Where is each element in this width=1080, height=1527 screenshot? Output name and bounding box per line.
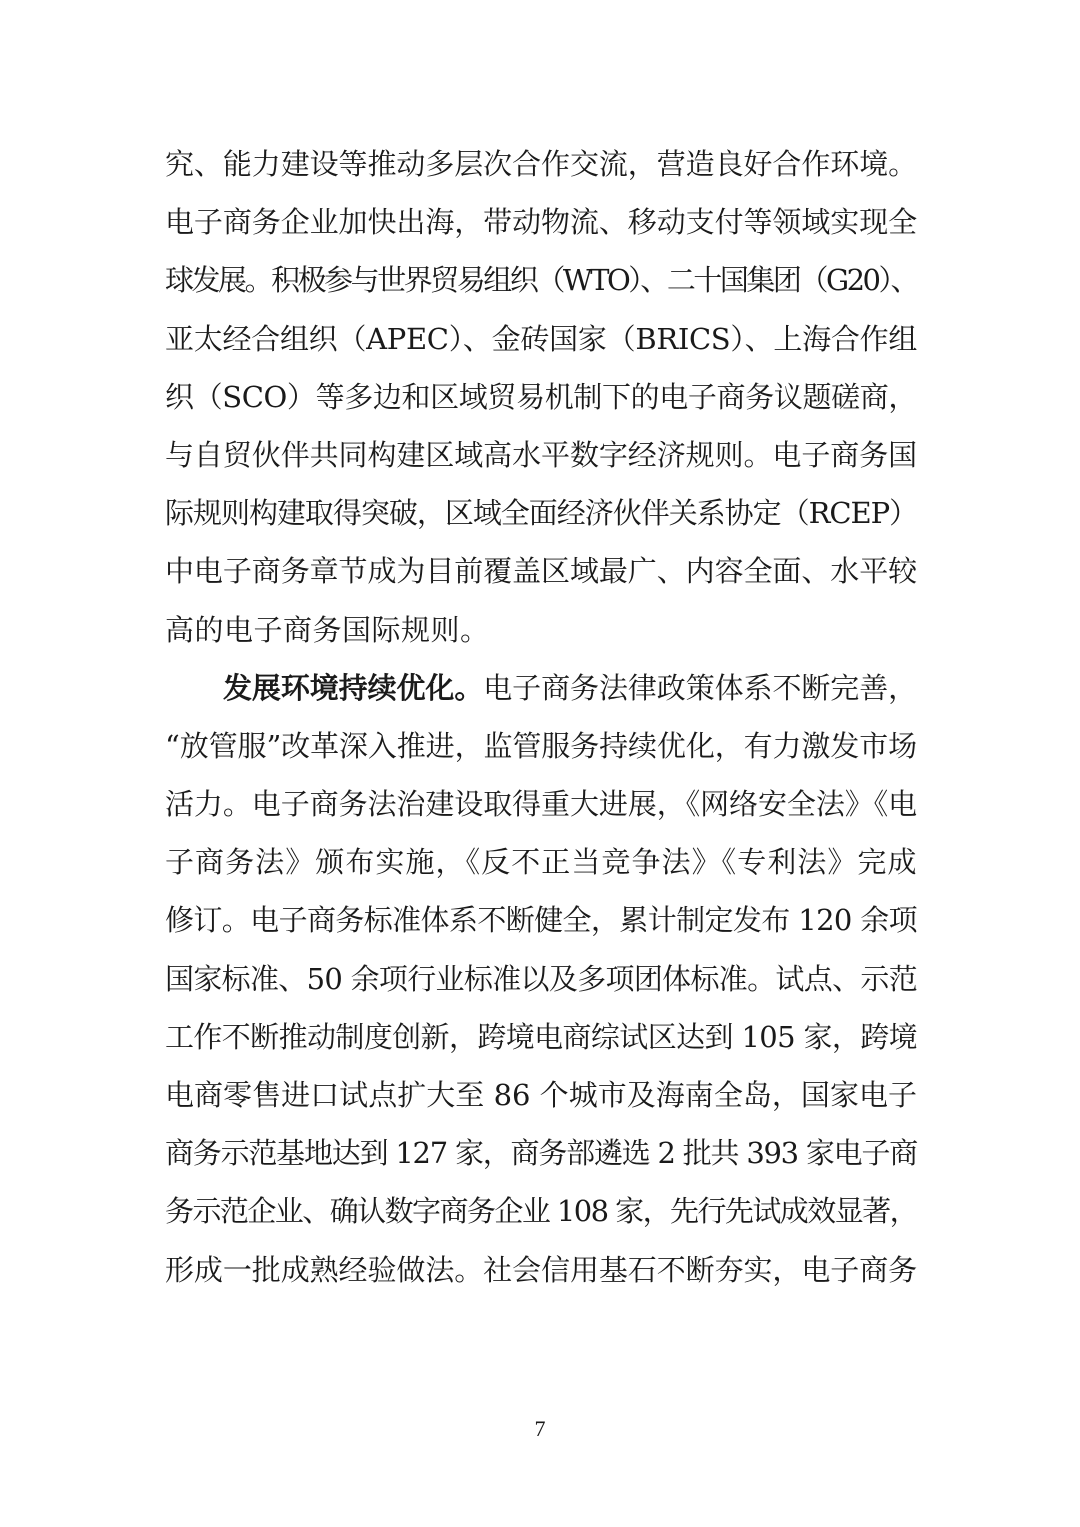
body-text <box>165 135 917 1299</box>
text-line: 高的电子商务国际规则。 <box>165 612 490 647</box>
text-line: 究、能力建设等推动多层次合作交流，营造良好合作环境。 <box>165 147 917 181</box>
text-line: 务示范企业、确认数字商务企业 108 家，先行先试成效显著， <box>165 1194 917 1229</box>
text-line: 球发展。积极参与世界贸易组织（WTO）、二十国集团（G20）、 <box>165 263 917 298</box>
page-number: 7 <box>534 1416 546 1441</box>
text-line: 修订。电子商务标准体系不断健全，累计制定发布 120 余项 <box>165 903 917 938</box>
text-line: 电商零售进口试点扩大至 86 个城市及海南全岛，国家电子 <box>165 1078 917 1112</box>
text-line: 与自贸伙伴共同构建区域高水平数字经济规则。电子商务国 <box>165 437 917 472</box>
text-line: 活力。电子商务法治建设取得重大进展，《网络安全法》《电 <box>165 787 917 822</box>
text-line: 子商务法》颁布实施，《反不正当竞争法》《专利法》完成 <box>165 845 917 880</box>
text-line: 商务示范基地达到 127 家，商务部遴选 2 批共 393 家电子商 <box>165 1136 917 1171</box>
text-run: 电子商务法律政策体系不断完善， <box>483 670 917 705</box>
paragraph-heading: 发展环境持续优化。 <box>223 670 484 705</box>
text-line: 电子商务企业加快出海，带动物流、移动支付等领域实现全 <box>165 205 917 240</box>
text-line: 工作不断推动制度创新，跨境电商综试区达到 105 家，跨境 <box>165 1019 917 1054</box>
text-line: “放管服”改革深入推进，监管服务持续优化，有力激发市场 <box>165 728 917 763</box>
text-line: 织（SCO）等多边和区域贸易机制下的电子商务议题磋商， <box>165 379 917 414</box>
text-line: 中电子商务章节成为目前覆盖区域最广、内容全面、水平较 <box>165 554 917 589</box>
text-line: 亚太经合组织（APEC）、金砖国家（BRICS）、上海合作组 <box>165 321 917 356</box>
text-line: 形成一批成熟经验做法。社会信用基石不断夯实，电子商务 <box>165 1252 917 1287</box>
text-line: 国家标准、50 余项行业标准以及多项团体标准。试点、示范 <box>165 961 917 996</box>
text-line: 际规则构建取得突破，区域全面经济伙伴关系协定（RCEP） <box>165 496 917 531</box>
paragraph-first-line <box>165 659 917 717</box>
